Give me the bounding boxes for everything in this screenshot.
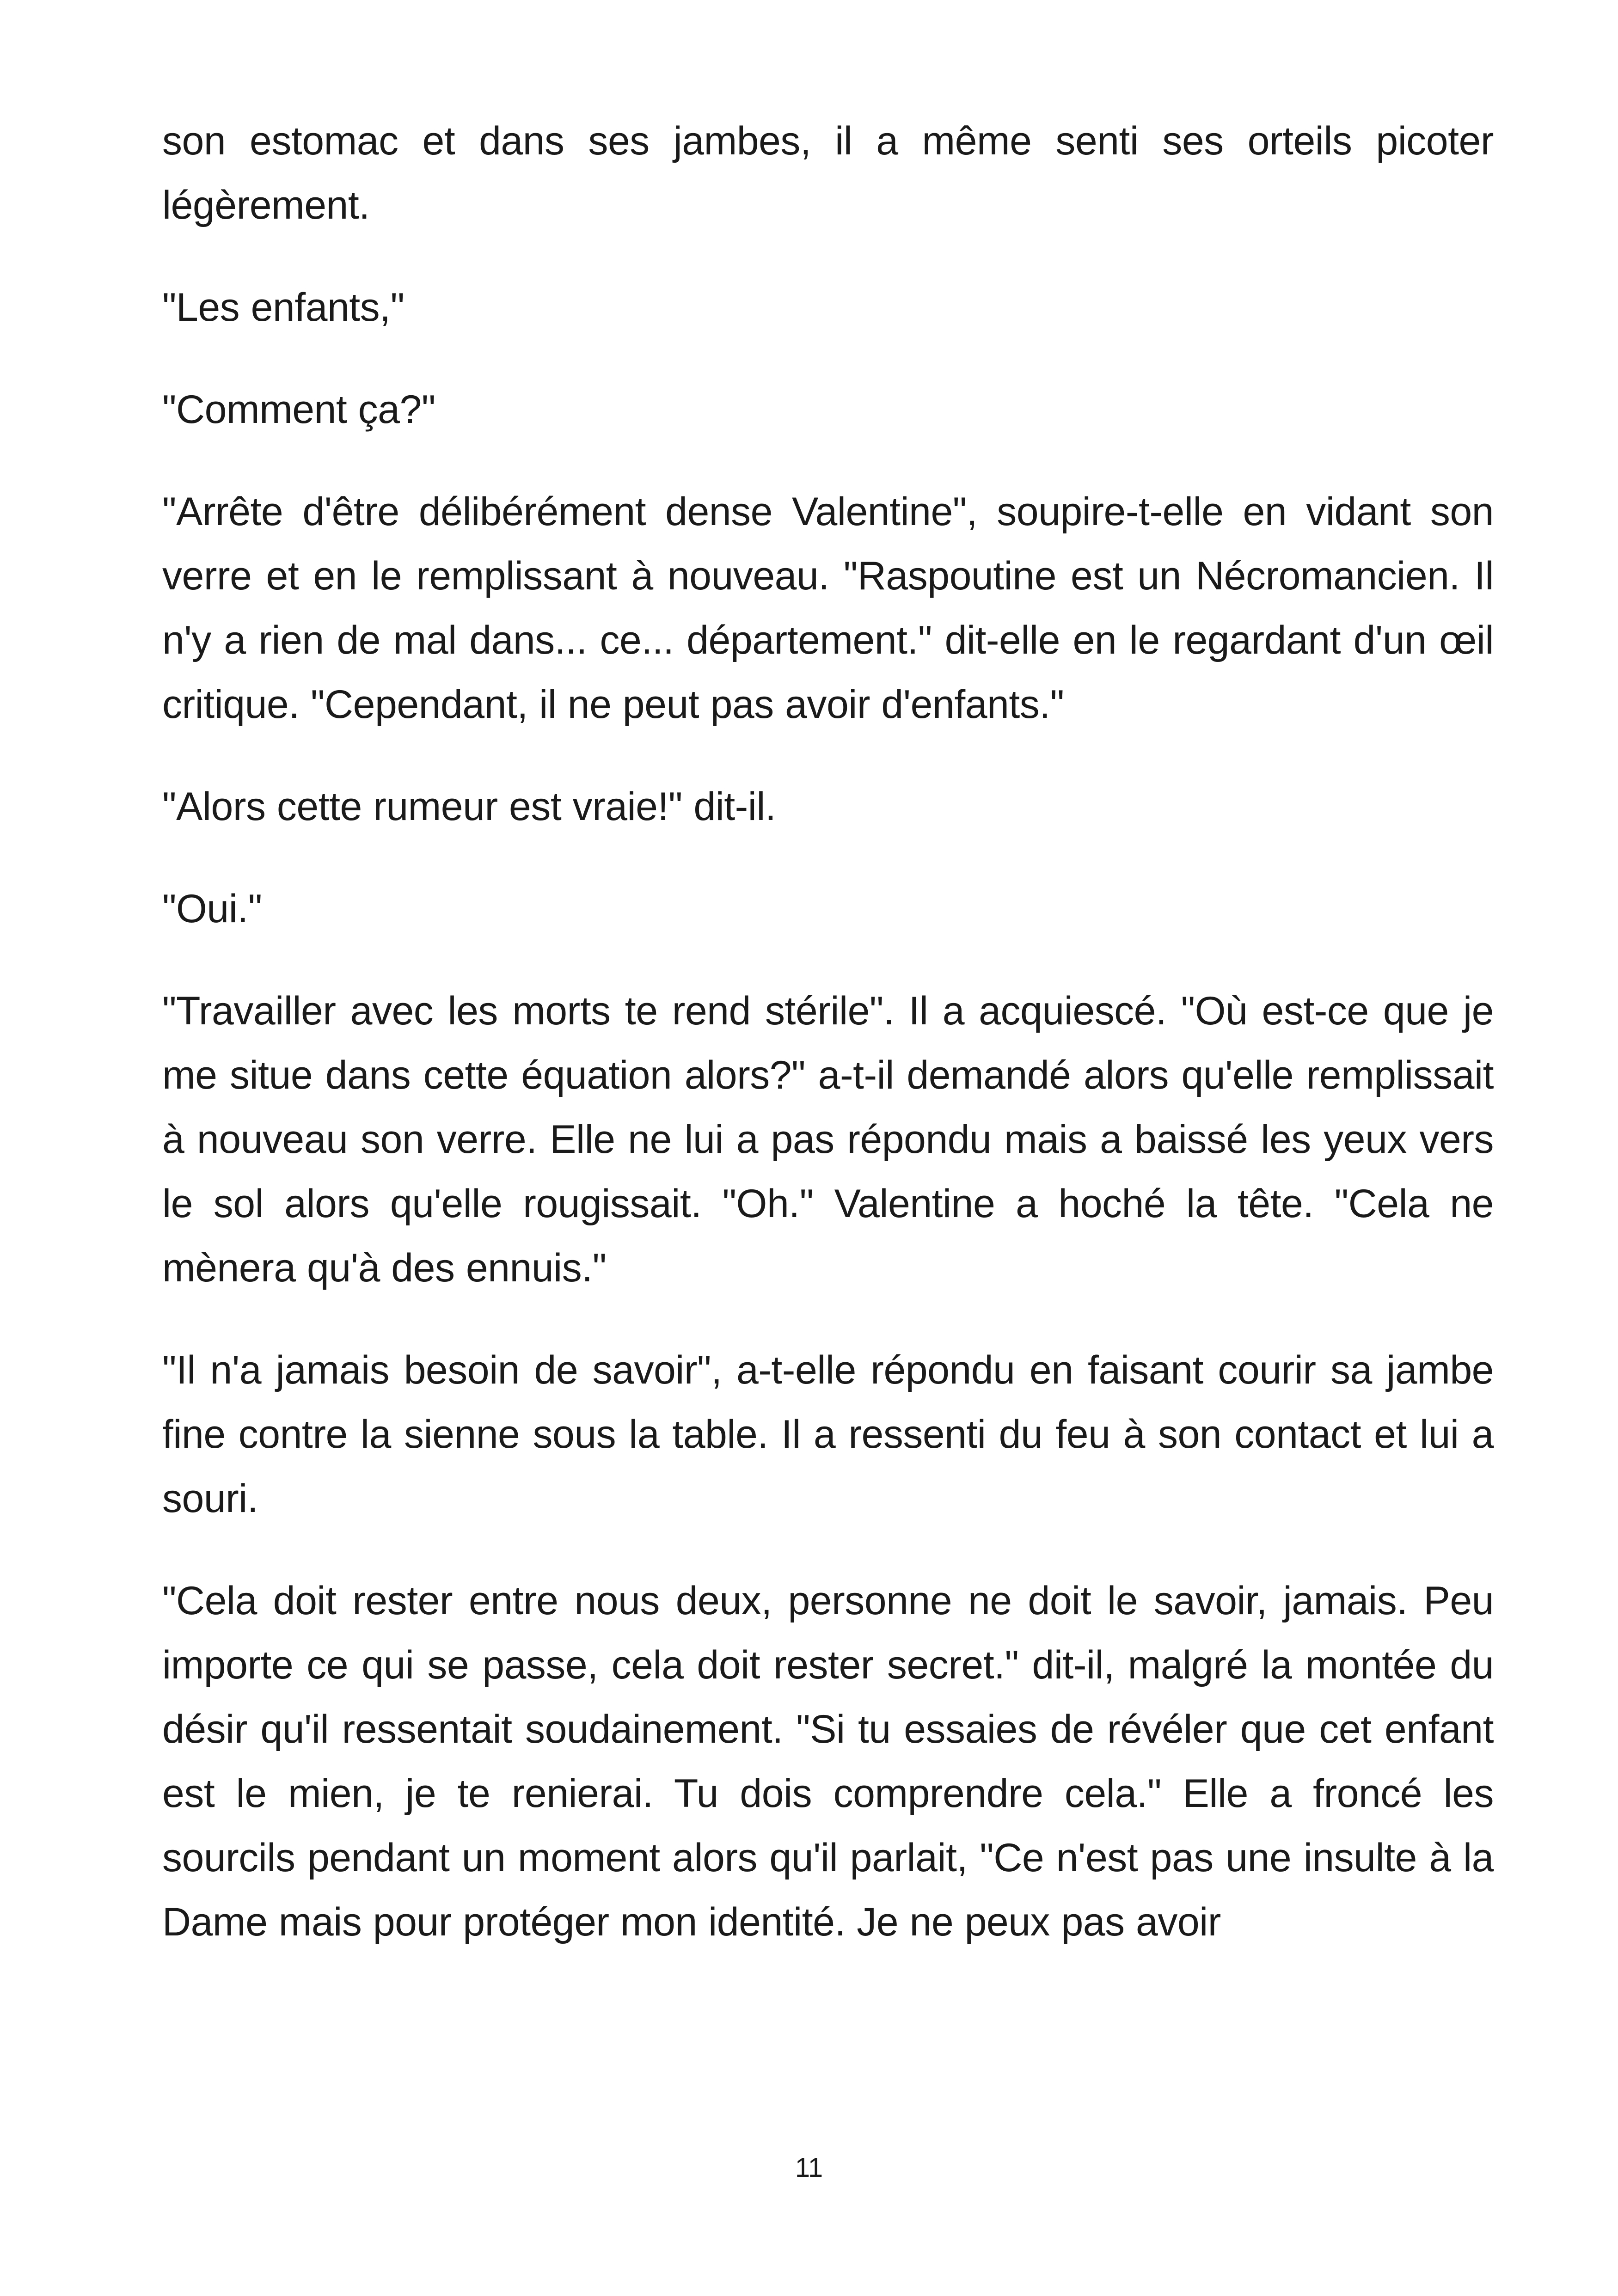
- page-number: 11: [795, 2153, 823, 2183]
- paragraph-4: "Arrête d'être délibérément dense Valentine", soupire-t-elle en vidant son verre et en le remplissant à nouveau. "Raspoutine est un Nécromancien. Il n'y a rien de mal dans... ce... département." dit-elle en le regardant d'un œil critique. "Cependant, il ne peut pas avoir d'enfants.": [162, 490, 1494, 727]
- paragraph-2: "Les enfants,": [162, 285, 404, 330]
- paragraph-6: "Oui.": [162, 887, 262, 931]
- paragraph-8: "Il n'a jamais besoin de savoir", a-t-elle répondu en faisant courir sa jambe fine contre la sienne sous la table. Il a ressenti du feu à son contact et lui a souri.: [162, 1348, 1494, 1521]
- paragraph-3: "Comment ça?": [162, 387, 435, 432]
- paragraph-1: son estomac et dans ses jambes, il a même senti ses orteils picoter légèrement.: [162, 119, 1494, 227]
- text-body: [162, 109, 1494, 1992]
- paragraph-9: "Cela doit rester entre nous deux, personne ne doit le savoir, jamais. Peu importe ce qui se passe, cela doit rester secret." dit-il, malgré la montée du désir qu'il ressentait soudainement. "Si tu essaies de révéler que cet enfant est le mien, je te renierai. Tu dois comprendre cela." Elle a froncé les sourcils pendant un moment alors qu'il parlait, "Ce n'est pas une insulte à la Dame mais pour protéger mon identité. Je ne peux pas avoir: [162, 1579, 1494, 1944]
- paragraph-7: "Travailler avec les morts te rend stérile". Il a acquiescé. "Où est-ce que je me situe dans cette équation alors?" a-t-il demandé alors qu'elle remplissait à nouveau son verre. Elle ne lui a pas répondu mais a baissé les yeux vers le sol alors qu'elle rougissait. "Oh." Valentine a hoché la tête. "Cela ne mènera qu'à des ennuis.": [162, 989, 1494, 1290]
- paragraph-5: "Alors cette rumeur est vraie!" dit-il.: [162, 784, 776, 829]
